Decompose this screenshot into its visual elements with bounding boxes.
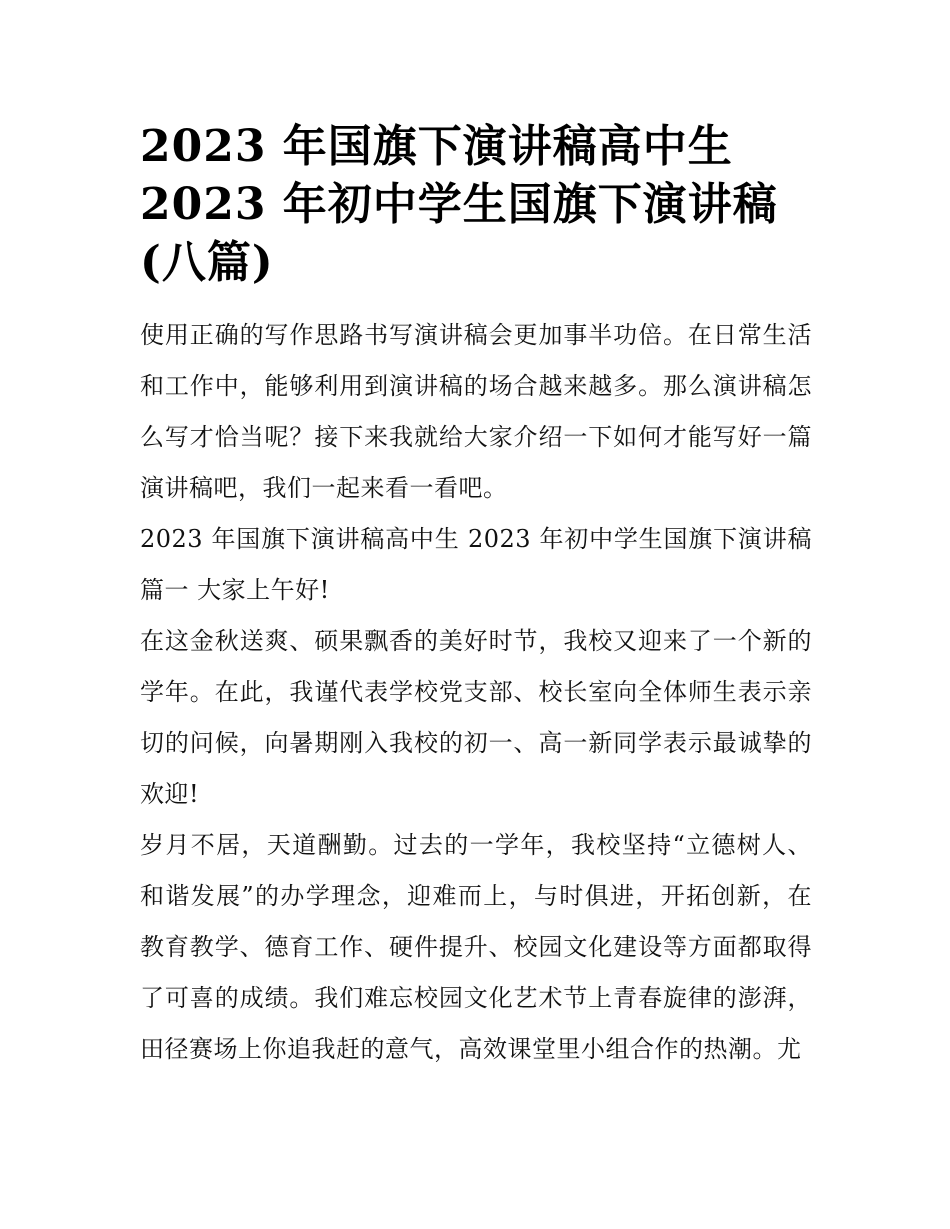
title-line-1: 2023 年国旗下演讲稿高中生 (140, 121, 733, 172)
document-page (140, 118, 812, 1075)
title-line-2: 2023 年初中学生国旗下演讲稿 (140, 179, 778, 230)
body-paragraph-1: 在这金秋送爽、硕果飘香的美好时节，我校又迎来了一个新的学年。在此，我谨代表学校党支部、校长室向全体师生表示亲切的问候，向暑期刚入我校的初一、高一新同学表示最诚挚的欢迎! (140, 627, 812, 808)
document-title (140, 118, 812, 292)
intro-paragraph: 使用正确的写作思路书写演讲稿会更加事半功倍。在日常生活和工作中，能够利用到演讲稿的场合越来越多。那么演讲稿怎么写才恰当呢？接下来我就给大家介绍一下如何才能写好一篇演讲稿吧，我们一起来看一看吧。 (140, 321, 812, 502)
title-line-3: (八篇) (140, 237, 274, 288)
body-paragraph-2: 岁月不居，天道酬勤。过去的一学年，我校坚持“立德树人、和谐发展”的办学理念，迎难而上，与时俱进，开拓创新，在教育教学、德育工作、硬件提升、校园文化建设等方面都取得了可喜的成绩。我们难忘校园文化艺术节上青春旋律的澎湃，田径赛场上你追我赶的意气，高效课堂里小组合作的热潮。尤 (140, 831, 812, 1063)
section-heading-paragraph: 2023 年国旗下演讲稿高中生 2023 年初中学生国旗下演讲稿篇一 大家上午好! (140, 525, 812, 604)
